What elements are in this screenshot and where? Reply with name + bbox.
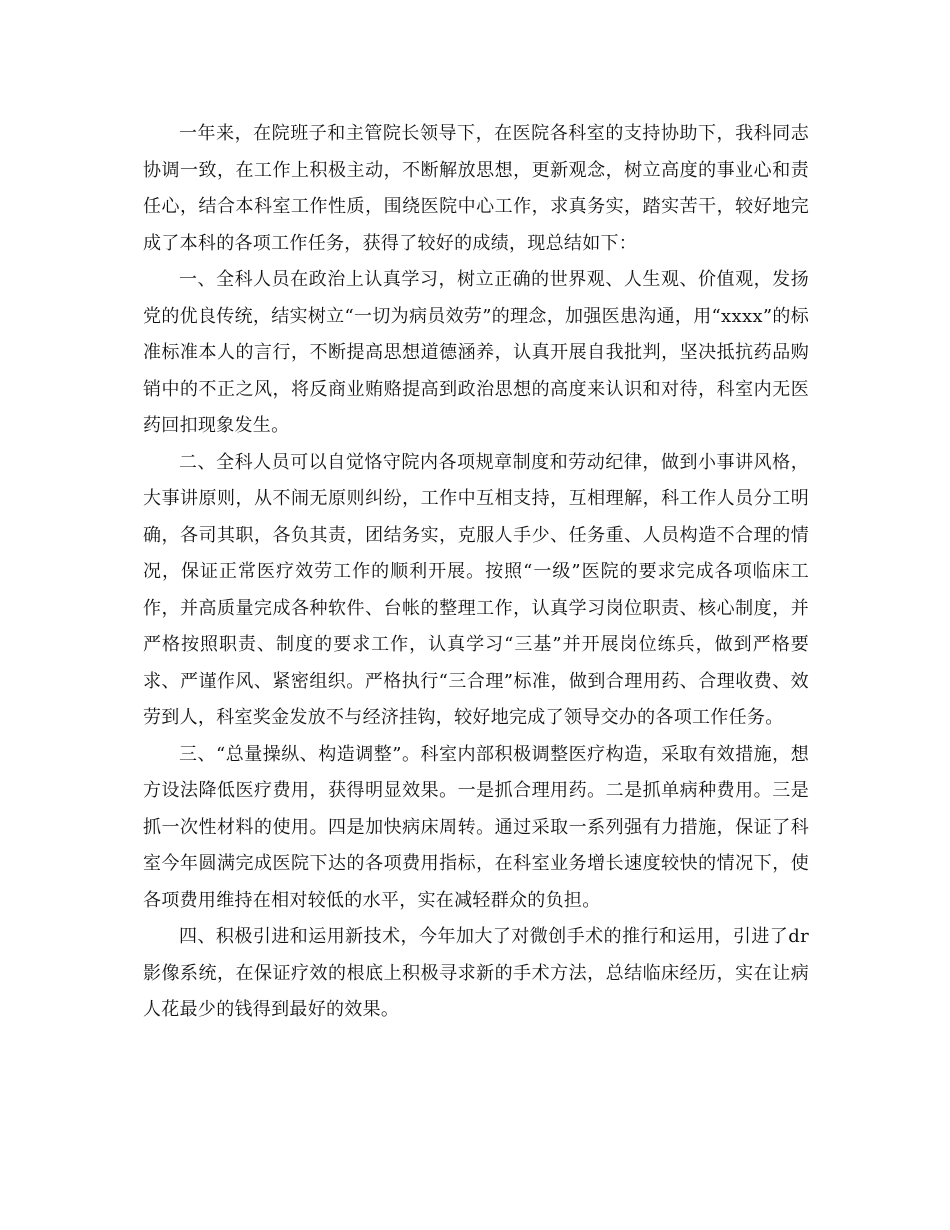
paragraph-section-3: 三、“总量操纵、构造调整”。科室内部积极调整医疗构造，采取有效措施，想方设法降低医疗费用，获得明显效果。一是抓合理用药。二是抓单病种费用。三是抓一次性材料的使用。四是加快病床周转。通过采取一系列强有力措施，保证了科室今年圆满完成医院下达的各项费用指标，在科室业务增长速度较快的情况下，使各项费用维持在相对较低的水平，实在减轻群众的负担。 <box>143 743 809 911</box>
paragraph-section-1: 一、全科人员在政治上认真学习，树立正确的世界观、人生观、价值观，发扬党的优良传统，结实树立“一切为病员效劳”的理念，加强医患沟通，用“xxxx”的标准标准本人的言行，不断提高思想道德涵养，认真开展自我批判，坚决抵抗药品购销中的不正之风，将反商业贿赂提高到政治思想的高度来认识和对待，科室内无医药回扣现象发生。 <box>143 269 809 436</box>
paragraph-section-4: 四、积极引进和运用新技术，今年加大了对微创手术的推行和运用，引进了dr影像系统，在保证疗效的根底上积极寻求新的手术方法，总结临床经历，实在让病人花最少的钱得到最好的效果。 <box>143 926 809 1020</box>
document-body <box>143 116 809 1029</box>
paragraph-section-2: 二、全科人员可以自觉恪守院内各项规章制度和劳动纪律，做到小事讲风格，大事讲原则，从不闹无原则纠纷，工作中互相支持，互相理解，科工作人员分工明确，各司其职，各负其责，团结务实，克服人手少、任务重、人员构造不合理的情况，保证正常医疗效劳工作的顺利开展。按照“一级”医院的要求完成各项临床工作，并高质量完成各种软件、台帐的整理工作，认真学习岗位职责、核心制度，并严格按照职责、制度的要求工作，认真学习“三基”并开展岗位练兵，做到严格要求、严谨作风、紧密组织。严格执行“三合理”标准，做到合理用药、合理收费、效劳到人，科室奖金发放不与经济挂钩，较好地完成了领导交办的各项工作任务。 <box>143 451 809 728</box>
paragraph-intro: 一年来，在院班子和主管院长领导下，在医院各科室的支持协助下，我科同志协调一致，在工作上积极主动，不断解放思想，更新观念，树立高度的事业心和责任心，结合本科室工作性质，围绕医院中心工作，求真务实，踏实苦干，较好地完成了本科的各项工作任务，获得了较好的成绩，现总结如下： <box>143 123 809 254</box>
